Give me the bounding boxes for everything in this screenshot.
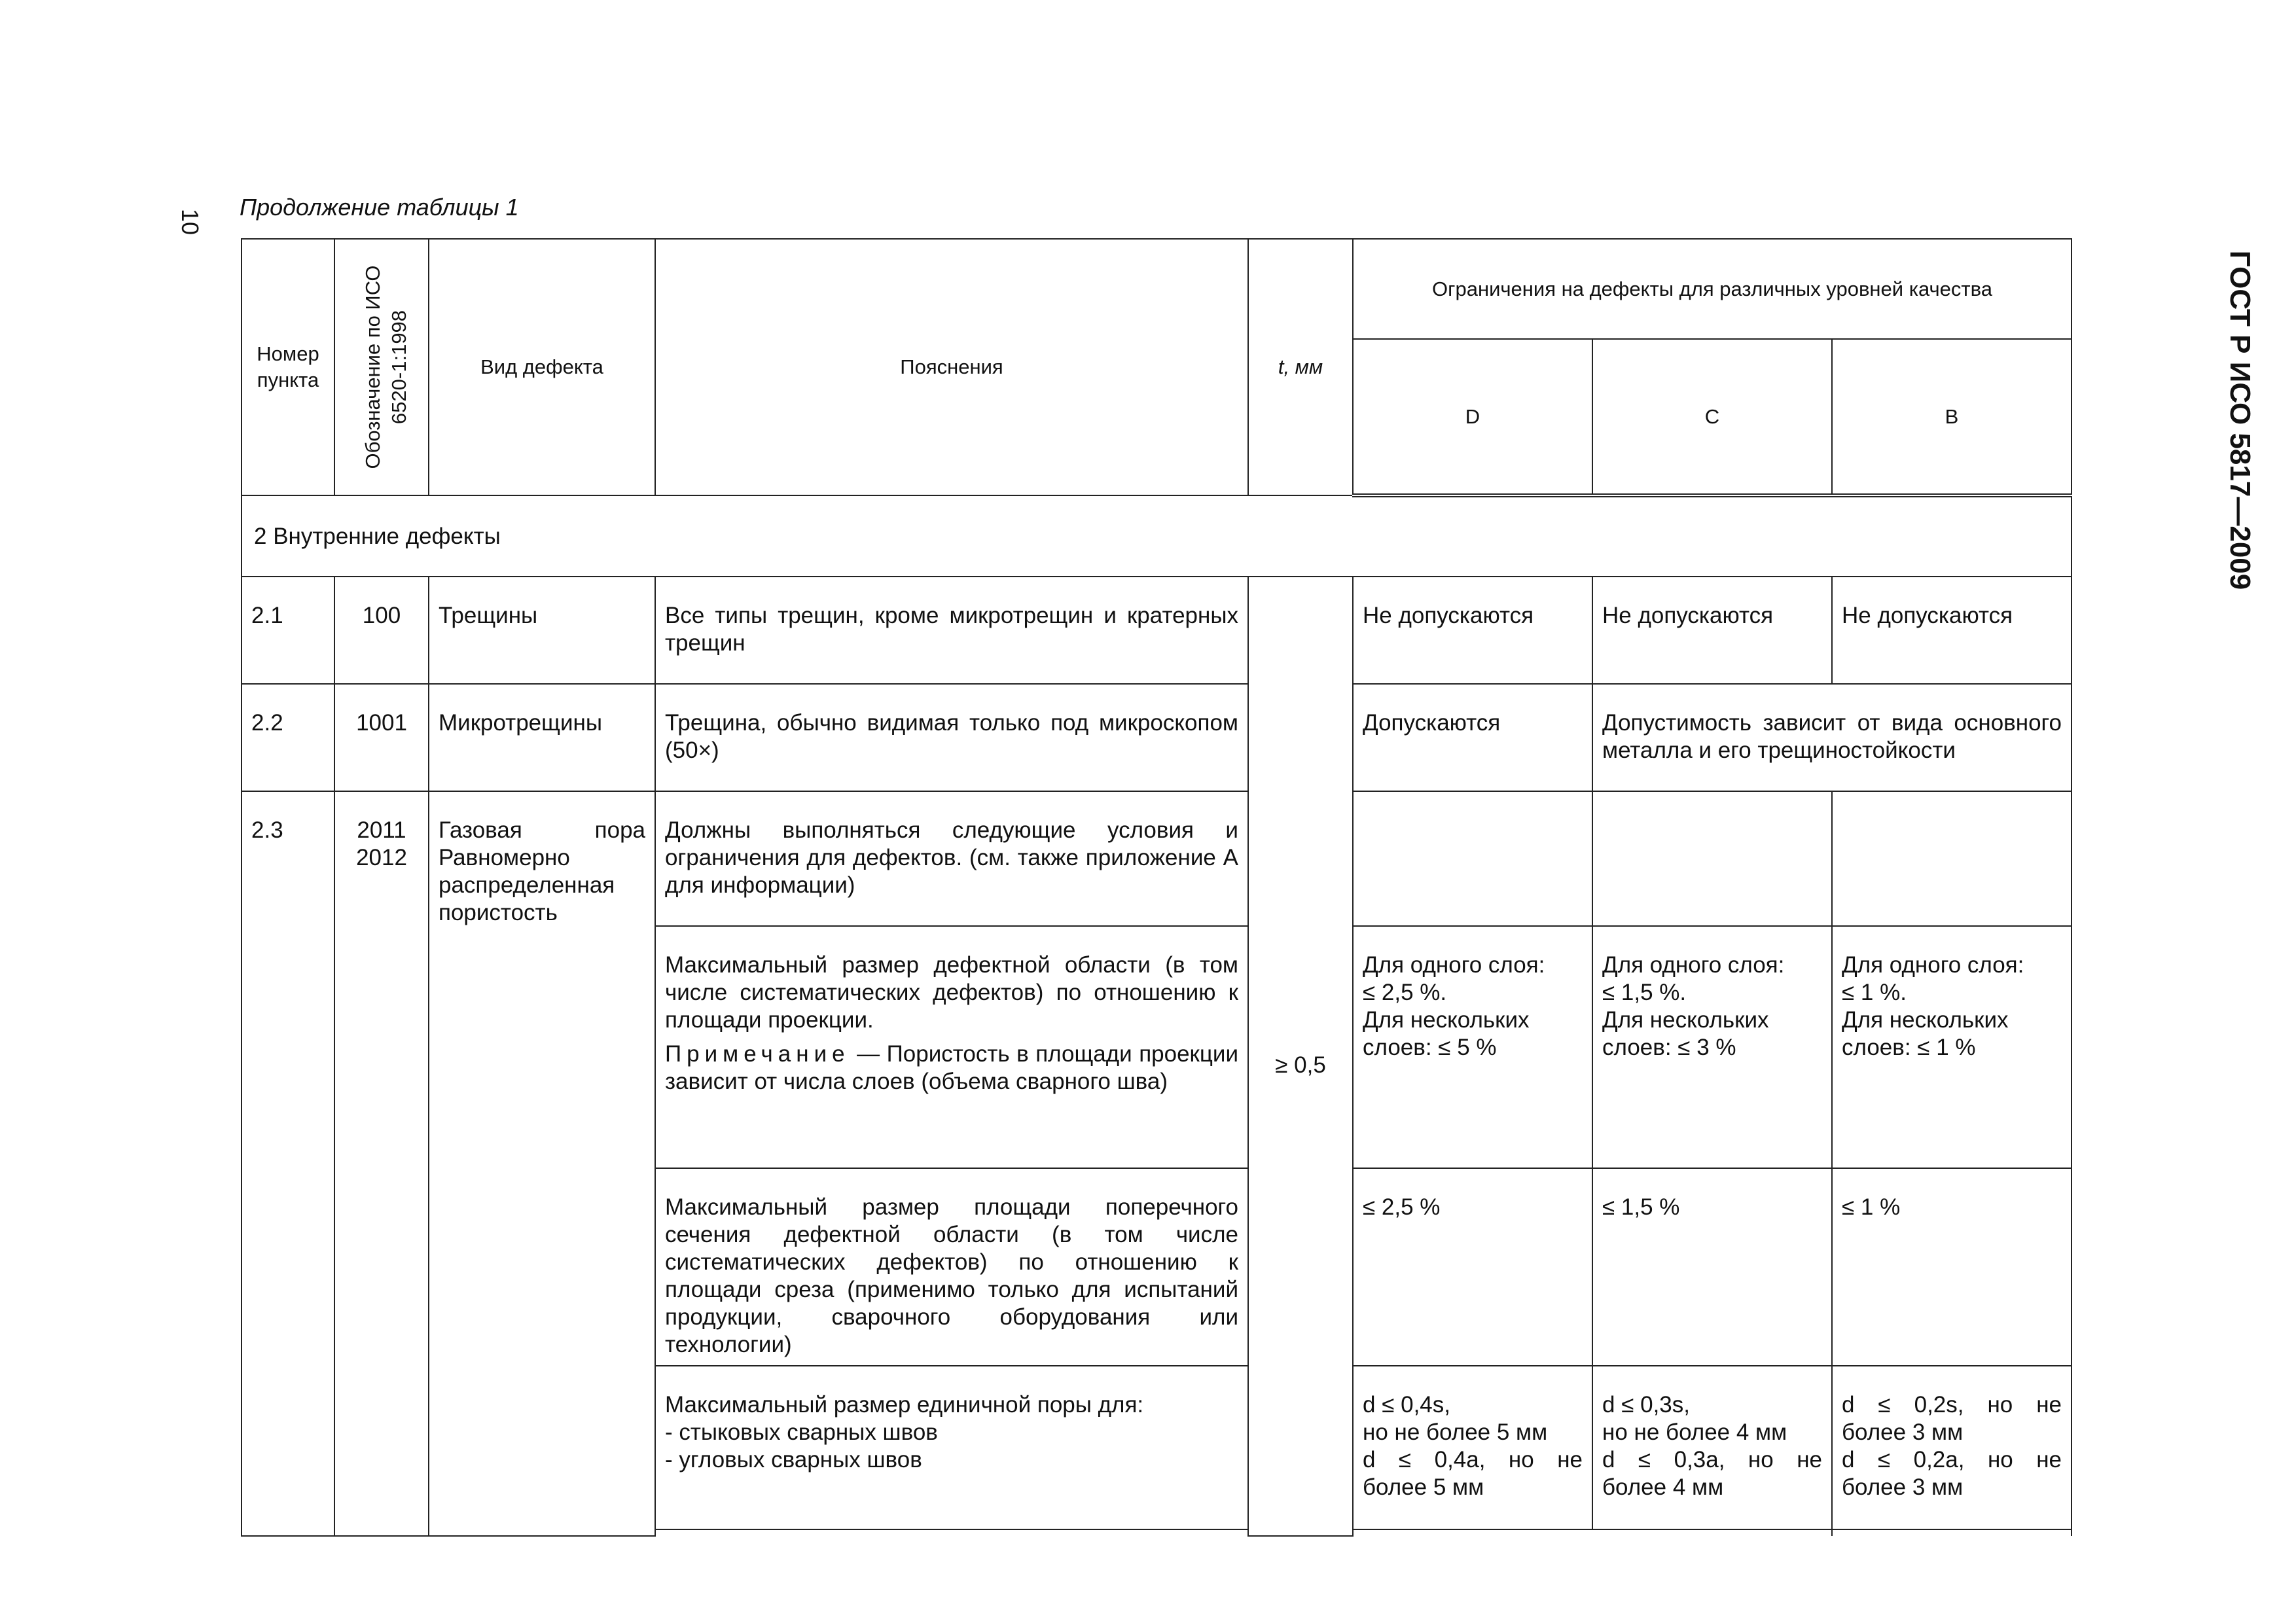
- header-limits-title: Ограничения на дефекты для различных уровней качества: [1353, 239, 2072, 339]
- table-row: [242, 684, 2072, 791]
- explanation-line: - стыковых сварных швов: [665, 1419, 938, 1445]
- cell-item-no: 2.1: [242, 577, 334, 684]
- cell-defect-name: Газовая пора Равномерно распределенная пористость: [429, 791, 655, 1536]
- iso-code-line: 2011: [357, 817, 406, 843]
- header-iso-designation-text: Обозначение по ИСО 6520-1:1998: [361, 265, 410, 469]
- explanation-line: - угловых сварных швов: [665, 1447, 922, 1472]
- limit-line: Для нескольких: [1842, 1007, 2009, 1033]
- cell-defect-name: Трещины: [429, 577, 655, 684]
- section-title: 2 Внутренние дефекты: [242, 495, 2072, 577]
- cell-level-cb: Допустимость зависит от вида основного металла и его трещиностойкости: [1592, 684, 2072, 791]
- note: [665, 1041, 1238, 1096]
- limit-line: d ≤ 0,4s,: [1363, 1392, 1451, 1418]
- limit-line: слоев: ≤ 1 %: [1842, 1035, 1976, 1060]
- table-continuation-title: Продолжение таблицы 1: [240, 194, 519, 221]
- limit-line: d ≤ 0,2a, но не более 3 мм: [1842, 1447, 2062, 1500]
- cell-explanation: Трещина, обычно видимая только под микроскопом (50×): [655, 684, 1248, 791]
- limit-line: Для нескольких: [1363, 1007, 1530, 1033]
- limit-line: Для одного слоя:: [1842, 952, 2024, 978]
- explanation-text: Максимальный размер дефектной области (в том числе систематических дефектов) по отношению к площади проекции.: [665, 952, 1238, 1033]
- cell-explanation: Должны выполняться следующие условия и ограничения для дефектов. (см. также приложение А для информации): [655, 791, 1248, 926]
- iso-code-line: 2012: [356, 845, 407, 870]
- cell-explanation: Максимальный размер площади поперечного сечения дефектной области (в том числе систематических дефектов) по отношению к площади среза (применимо только для испытаний продукции, сварочного оборудования или технологии): [655, 1168, 1248, 1366]
- cell-level-d: [1353, 926, 1592, 1168]
- limit-line: ≤ 2,5 %.: [1363, 980, 1447, 1005]
- limit-line: слоев: ≤ 3 %: [1602, 1035, 1736, 1060]
- limit-line: Для одного слоя:: [1363, 952, 1545, 978]
- cell-iso-code: [334, 791, 429, 1536]
- header-level-d: D: [1353, 339, 1592, 495]
- section-row: [242, 495, 2072, 577]
- cell-level-b: Не допускаются: [1832, 577, 2072, 684]
- explanation-line: Максимальный размер единичной поры для:: [665, 1392, 1144, 1418]
- limit-line: но не более 5 мм: [1363, 1419, 1548, 1445]
- cell-item-no: 2.2: [242, 684, 334, 791]
- header-level-c: C: [1592, 339, 1832, 495]
- cell-level-c: [1592, 926, 1832, 1168]
- document-code: ГОСТ Р ИСО 5817—2009: [2224, 250, 2256, 590]
- cell-item-no: 2.3: [242, 791, 334, 1536]
- cell-level-c: [1592, 791, 1832, 926]
- cell-iso-code: 1001: [334, 684, 429, 791]
- cell-thickness: ≥ 0,5: [1248, 577, 1353, 1536]
- cell-level-d: [1353, 1366, 1592, 1529]
- cell-iso-code: 100: [334, 577, 429, 684]
- cell-level-b: [1832, 791, 2072, 926]
- note-text: — Пористость в площади проекции зависит от числа слоев (объема сварного шва): [665, 1041, 1238, 1094]
- limit-line: ≤ 1,5 %.: [1602, 980, 1687, 1005]
- cell-level-c: [1592, 1366, 1832, 1529]
- header-level-b: B: [1832, 339, 2072, 495]
- cell-explanation: [655, 1366, 1248, 1529]
- limit-line: d ≤ 0,4a, но не более 5 мм: [1363, 1447, 1583, 1500]
- cell-explanation: [655, 926, 1248, 1168]
- table-row: [242, 577, 2072, 684]
- table-row: [242, 791, 2072, 926]
- page-number: 10: [177, 208, 204, 236]
- continuation-spacer: [1832, 1529, 2072, 1536]
- continuation-spacer: [655, 1529, 1832, 1536]
- limit-line: d ≤ 0,3s,: [1602, 1392, 1691, 1418]
- cell-level-d: [1353, 791, 1592, 926]
- cell-defect-name: Микротрещины: [429, 684, 655, 791]
- cell-level-b: [1832, 1366, 2072, 1529]
- defects-table: [241, 238, 2072, 1537]
- cell-level-b: ≤ 1 %: [1832, 1168, 2072, 1366]
- header-thickness-text: t, мм: [1278, 355, 1323, 378]
- header-defect-type: Вид дефекта: [429, 239, 655, 495]
- note-label: Примечание: [665, 1041, 850, 1067]
- cell-level-b: [1832, 926, 2072, 1168]
- header-item-no: Номер пункта: [242, 239, 334, 495]
- limit-line: слоев: ≤ 5 %: [1363, 1035, 1497, 1060]
- limit-line: ≤ 1 %.: [1842, 980, 1907, 1005]
- cell-explanation: Все типы трещин, кроме микротрещин и кратерных трещин: [655, 577, 1248, 684]
- cell-level-d: ≤ 2,5 %: [1353, 1168, 1592, 1366]
- header-thickness: [1248, 239, 1353, 495]
- cell-level-d: Допускаются: [1353, 684, 1592, 791]
- cell-level-c: Не допускаются: [1592, 577, 1832, 684]
- cell-level-c: ≤ 1,5 %: [1592, 1168, 1832, 1366]
- header-iso-designation: [334, 239, 429, 495]
- limit-line: d ≤ 0,3a, но не более 4 мм: [1602, 1447, 1822, 1500]
- limit-line: но не более 4 мм: [1602, 1419, 1787, 1445]
- header-row: [242, 239, 2072, 339]
- limit-line: d ≤ 0,2s, но не более 3 мм: [1842, 1392, 2062, 1445]
- cell-level-d: Не допускаются: [1353, 577, 1592, 684]
- limit-line: Для одного слоя:: [1602, 952, 1785, 978]
- header-explanation: Пояснения: [655, 239, 1248, 495]
- limit-line: Для нескольких: [1602, 1007, 1769, 1033]
